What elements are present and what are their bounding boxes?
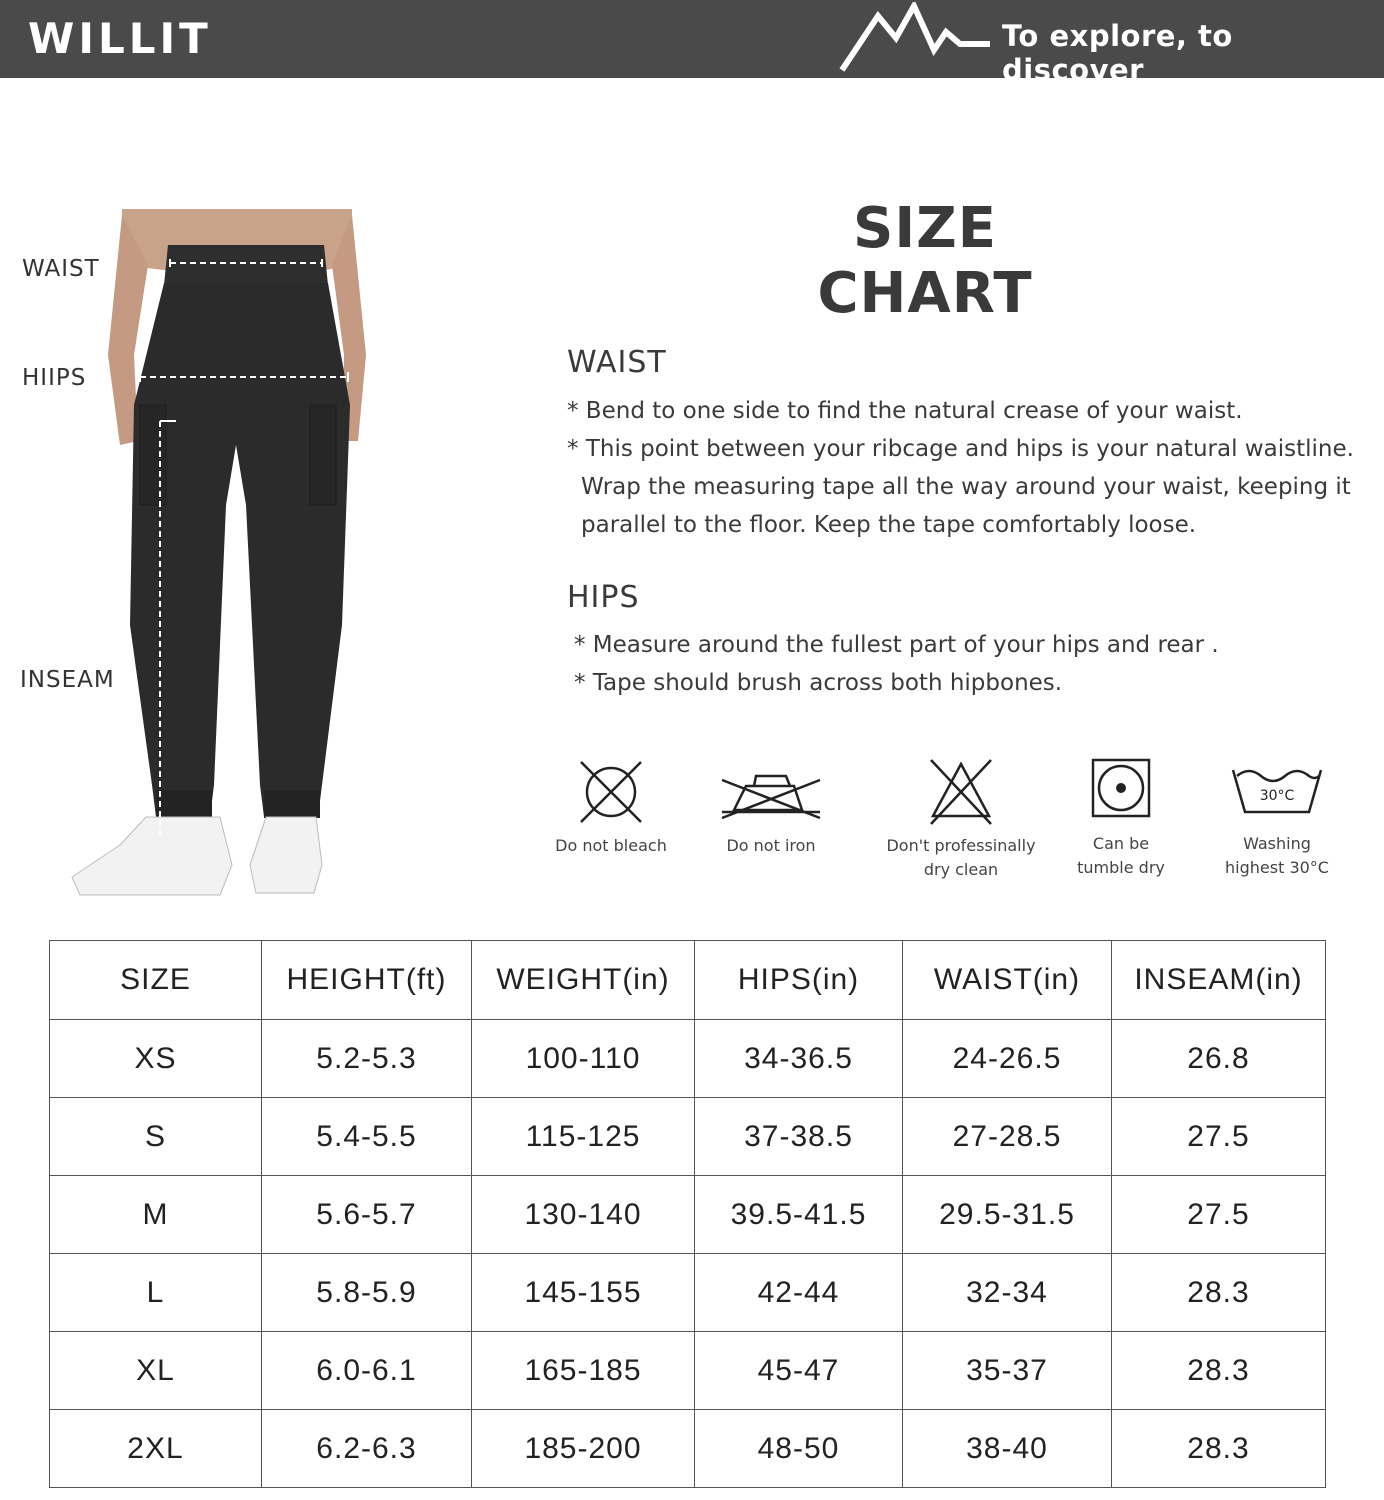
care-label-line1: Washing [1243,834,1311,853]
table-cell: 45-47 [695,1332,903,1410]
table-cell: 35-37 [903,1332,1112,1410]
column-header: INSEAM(in) [1112,941,1326,1020]
hips-line: * Measure around the fullest part of your hips and rear . [574,632,1219,658]
table-cell: 28.3 [1112,1332,1326,1410]
header-bar [0,0,1384,87]
table-cell: 5.4-5.5 [262,1098,472,1176]
wash-30-icon [1229,756,1325,820]
inseam-label: INSEAM [20,667,115,693]
table-cell: 34-36.5 [695,1020,903,1098]
table-cell: 37-38.5 [695,1098,903,1176]
table-header-row [50,941,1326,1020]
table-cell: 185-200 [472,1410,695,1488]
column-header: WAIST(in) [903,941,1112,1020]
table-cell: 39.5-41.5 [695,1176,903,1254]
table-row [50,1020,1326,1098]
waist-line: * This point between your ribcage and hips is your natural waistline. [567,436,1354,462]
size-table [49,940,1326,1488]
table-cell: 6.2-6.3 [262,1410,472,1488]
table-cell: 145-155 [472,1254,695,1332]
page-title: SIZE CHART [817,196,1033,326]
table-cell: XL [50,1332,262,1410]
waist-line: Wrap the measuring tape all the way around your waist, keeping it [581,474,1351,500]
table-cell: 27.5 [1112,1176,1326,1254]
table-cell: 42-44 [695,1254,903,1332]
table-cell: L [50,1254,262,1332]
table-row [50,1176,1326,1254]
brand-logo: WILLIT [28,14,212,63]
care-label-line2: dry clean [923,860,999,879]
do-not-dry-clean-icon [925,756,997,828]
do-not-bleach-icon [575,756,647,828]
care-label [1212,832,1342,880]
care-item-tumble-dry [1056,756,1186,880]
waist-heading: WAIST [567,345,667,380]
table-cell: 26.8 [1112,1020,1326,1098]
table-cell: 28.3 [1112,1410,1326,1488]
table-cell: 100-110 [472,1020,695,1098]
care-label-line2: highest 30°C [1225,858,1329,877]
hips-heading: HIPS [567,580,640,615]
table-cell: 48-50 [695,1410,903,1488]
table-row [50,1332,1326,1410]
care-item-no-iron [701,756,841,858]
waist-label: WAIST [22,256,100,282]
table-row [50,1254,1326,1332]
column-header: HEIGHT(ft) [262,941,472,1020]
hips-label: HIIPS [22,365,87,391]
care-label: Do not bleach [555,836,667,855]
care-item-no-bleach [541,756,681,858]
care-label [1056,832,1186,880]
table-cell: XS [50,1020,262,1098]
wash-temp-text: 30°C [1259,788,1295,804]
table-cell: 27.5 [1112,1098,1326,1176]
table-cell: S [50,1098,262,1176]
table-cell: 29.5-31.5 [903,1176,1112,1254]
table-cell: 24-26.5 [903,1020,1112,1098]
table-cell: 28.3 [1112,1254,1326,1332]
table-cell: 27-28.5 [903,1098,1112,1176]
care-label-line2: tumble dry [1077,858,1165,877]
table-cell: 38-40 [903,1410,1112,1488]
table-cell: 130-140 [472,1176,695,1254]
table-cell: 5.6-5.7 [262,1176,472,1254]
hips-line: * Tape should brush across both hipbones. [574,670,1063,696]
mountain-icon [838,2,998,74]
table-cell: 5.8-5.9 [262,1254,472,1332]
table-cell: 165-185 [472,1332,695,1410]
care-label [881,834,1041,882]
tumble-dry-icon [1089,756,1153,820]
column-header: HIPS(in) [695,941,903,1020]
table-row [50,1410,1326,1488]
table-row [50,1098,1326,1176]
waist-line: * Bend to one side to find the natural crease of your waist. [567,398,1243,424]
table-cell: M [50,1176,262,1254]
care-item-no-dry-clean [881,756,1041,882]
pants-model-image [60,205,390,917]
tagline: To explore, to discover [1002,19,1233,87]
table-cell: 115-125 [472,1098,695,1176]
care-label: Do not iron [726,836,816,855]
table-cell: 32-34 [903,1254,1112,1332]
table-cell: 2XL [50,1410,262,1488]
column-header: SIZE [50,941,262,1020]
care-label-line1: Don't professinally [886,836,1036,855]
column-header: WEIGHT(in) [472,941,695,1020]
do-not-iron-icon [716,756,826,828]
table-cell: 6.0-6.1 [262,1332,472,1410]
care-item-wash-30 [1212,756,1342,880]
waist-line: parallel to the floor. Keep the tape comfortably loose. [581,512,1197,538]
table-cell: 5.2-5.3 [262,1020,472,1098]
care-label-line1: Can be [1092,834,1150,853]
